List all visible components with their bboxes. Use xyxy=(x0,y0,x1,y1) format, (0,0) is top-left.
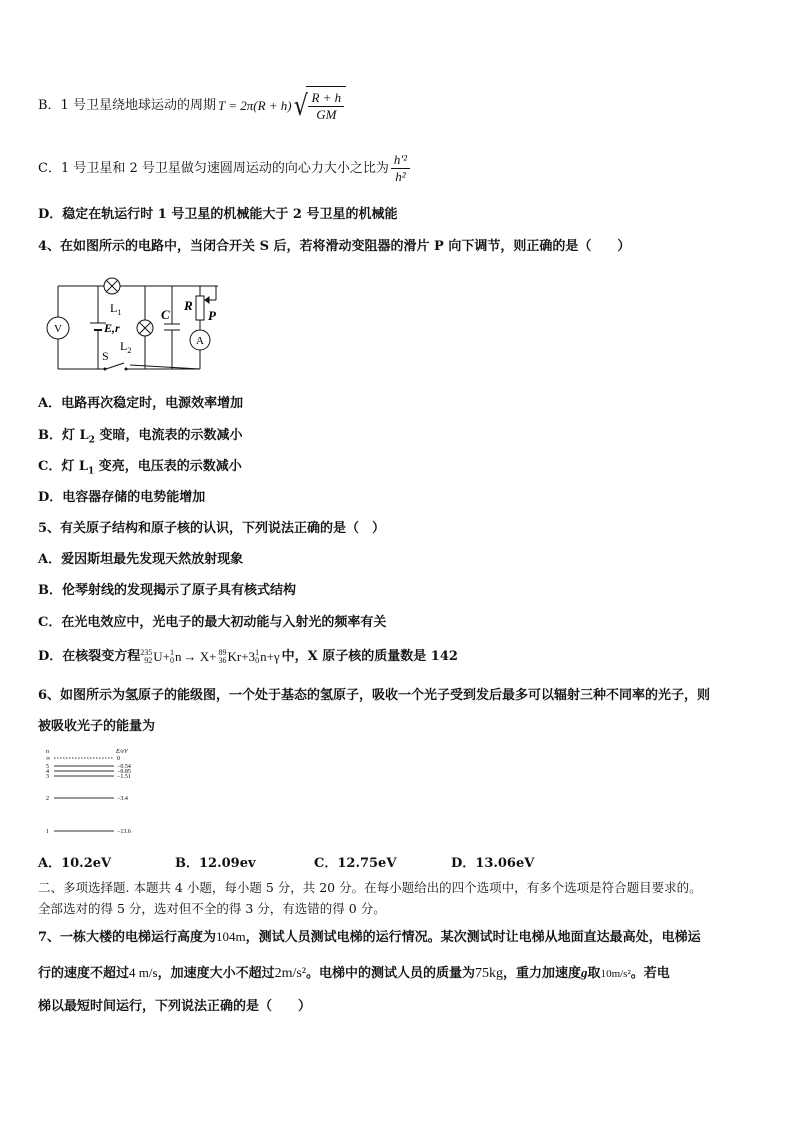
energy-level-n-4: 2 xyxy=(46,796,49,802)
q5-option-c: C．在光电效应中，光电子的最大初动能与入射光的频率有关 xyxy=(38,615,387,630)
q3-option-c xyxy=(38,152,412,185)
q3-option-b-sqrt: √ $\frac{R + h}{GM}$ xyxy=(292,86,347,126)
emf-label: E,r xyxy=(104,321,120,335)
q6-stem-line2: 被吸收光子的能量为 xyxy=(38,719,156,734)
energy-level-e-4: −3.4 xyxy=(117,796,128,802)
q6-option-c: C．12.75eV xyxy=(314,856,397,871)
q7-line1 xyxy=(38,928,701,947)
kr-symbol: Kr xyxy=(227,649,242,664)
lamp2-main: L xyxy=(120,339,128,353)
q3-option-c-text: C．1 号卫星和 2 号卫星做匀速圆周运动的向心力大小之比为 xyxy=(38,160,389,176)
q4-option-b-pre: B．灯 L xyxy=(38,428,89,443)
q4-option-d: D．电容器存储的电势能增加 xyxy=(38,490,206,505)
lamp1-main: L xyxy=(110,301,118,315)
capacitor-label: C xyxy=(161,307,170,322)
q5-option-d-post: 中，X 原子核的质量数是 142 xyxy=(281,649,458,664)
q6-option-a: A．10.2eV xyxy=(38,856,112,871)
energy-level-n-1: 5 xyxy=(46,764,49,770)
q6-option-b: B．12.09ev xyxy=(175,856,256,871)
q7-mass: 75kg xyxy=(475,966,504,981)
u-symbol: U xyxy=(153,649,163,664)
q7-acceleration: 2m/s² xyxy=(274,966,307,981)
circuit-diagram xyxy=(40,270,230,375)
section2-line1: 二、多项选择题. 本题共 4 小题，每小题 5 分，共 20 分。在每小题给出的四个选项中，有多个选项是符合题目要求的。 xyxy=(38,880,702,895)
n2-symbol: n+γ xyxy=(260,649,280,664)
ammeter-label: A xyxy=(196,335,204,347)
q5-option-a: A．爱因斯坦最先发现天然放射现象 xyxy=(38,552,244,567)
kr-charge: 36 xyxy=(218,656,227,665)
q3-option-b-text: B．1 号卫星绕地球运动的周期 xyxy=(38,98,216,113)
q4-option-a: A．电路再次稳定时，电源效率增加 xyxy=(38,396,244,411)
resistor-label: R xyxy=(184,298,193,313)
q4-stem: 4、在如图所示的电路中，当闭合开关 S 后，若将滑动变阻器的滑片 P 向下调节，则正确的是（ ） xyxy=(38,239,631,254)
plus-3: +3 xyxy=(241,649,256,664)
q4-option-c-sub: 1 xyxy=(88,466,95,477)
energy-level-e-1: −0.54 xyxy=(117,764,131,770)
q7-l2-c: 。电梯中的测试人员的质量为 xyxy=(306,966,476,981)
n-charge: 0 xyxy=(170,656,175,665)
lamp2-sub: 2 xyxy=(127,346,132,355)
energy-level-e-2: −0.85 xyxy=(117,769,131,775)
q4-option-b xyxy=(38,427,242,450)
q7-line2 xyxy=(38,964,670,983)
lamp1-sub: 1 xyxy=(117,308,122,317)
energy-n-header: n xyxy=(46,749,49,755)
q3-option-c-denominator: h² xyxy=(395,169,406,184)
u-mass: 235 xyxy=(140,648,153,657)
q7-height: 104m xyxy=(216,929,246,944)
section2-line2: 全部选对的得 5 分，选对但不全的得 3 分，有选错的得 0 分。 xyxy=(38,901,386,916)
q7-l2-e: 取 xyxy=(587,966,601,981)
u-charge: 92 xyxy=(144,656,153,665)
q3-option-d: D．稳定在轨运行时 1 号卫星的机械能大于 2 号卫星的机械能 xyxy=(38,207,398,222)
slider-label: P xyxy=(208,308,216,323)
q5-option-d xyxy=(38,648,458,666)
q7-l2-f: 。若电 xyxy=(630,966,670,981)
q5-stem: 5、有关原子结构和原子核的认识，下列说法正确的是（ ） xyxy=(38,521,386,536)
n-mass: 1 xyxy=(170,648,175,657)
arrow-x: → X+ xyxy=(183,649,217,664)
energy-level-e-3: −1.51 xyxy=(117,774,131,780)
q6-stem-line1: 6、如图所示为氢原子的能级图，一个处于基态的氢原子，吸收一个光子受到发后最多可以辐射三种不同率的光子，则 xyxy=(38,688,711,703)
q4-option-c xyxy=(38,458,242,481)
kr-mass: 89 xyxy=(218,648,227,657)
q3-sqrt-denominator: GM xyxy=(316,107,337,122)
energy-level-n-2: 4 xyxy=(46,769,49,775)
energy-e-header: E/eV xyxy=(116,749,128,755)
q6-option-d: D．13.06eV xyxy=(451,856,535,871)
q7-l1-b: ，测试人员测试电梯的运行情况。某次测试时让电梯从地面直达最高处，电梯运 xyxy=(245,930,701,945)
energy-level-e-0: 0 xyxy=(117,756,120,762)
q3-option-b-formula: T = 2π(R + h) xyxy=(217,98,292,113)
q7-speed: 4 m/s xyxy=(129,965,158,980)
n-symbol: n xyxy=(175,649,182,664)
q7-l1-a: 7、一栋大楼的电梯运行高度为 xyxy=(38,930,217,945)
energy-level-e-5: −13.6 xyxy=(117,829,131,835)
fission-equation xyxy=(140,648,279,666)
q4-option-b-sub: 2 xyxy=(88,435,95,446)
energy-level-n-5: 1 xyxy=(46,829,49,835)
plus-1: + xyxy=(162,649,171,664)
n2-charge: 0 xyxy=(255,656,260,665)
q7-g: g xyxy=(581,965,588,980)
q7-g-value: 10m/s² xyxy=(600,968,631,980)
switch-label: S xyxy=(102,349,109,363)
q3-option-b xyxy=(38,86,346,126)
q3-sqrt-numerator: R + h xyxy=(308,90,344,107)
lamp2-label xyxy=(120,339,131,355)
q7-l2-d: ，重力加速度 xyxy=(503,966,582,981)
q4-option-b-post: 变暗，电流表的示数减小 xyxy=(94,428,243,443)
q7-l2-b: ，加速度大小不超过 xyxy=(157,966,275,981)
energy-level-n-3: 3 xyxy=(46,774,49,780)
lamp1-label xyxy=(110,301,121,317)
energy-level-n-0: ∞ xyxy=(46,756,51,762)
q5-option-d-pre: D．在核裂变方程 xyxy=(38,649,141,664)
q3-option-c-numerator: h'² xyxy=(391,152,410,169)
q7-line3: 梯以最短时间运行，下列说法正确的是（ ） xyxy=(38,999,312,1014)
q4-option-c-pre: C．灯 L xyxy=(38,459,89,474)
energy-level-diagram xyxy=(38,748,148,843)
q7-l2-a: 行的速度不超过 xyxy=(38,966,130,981)
q4-option-c-post: 变亮，电压表的示数减小 xyxy=(94,459,242,474)
q5-option-b: B．伦琴射线的发现揭示了原子具有核式结构 xyxy=(38,583,296,598)
voltmeter-label: V xyxy=(54,323,62,335)
n2-mass: 1 xyxy=(255,648,260,657)
